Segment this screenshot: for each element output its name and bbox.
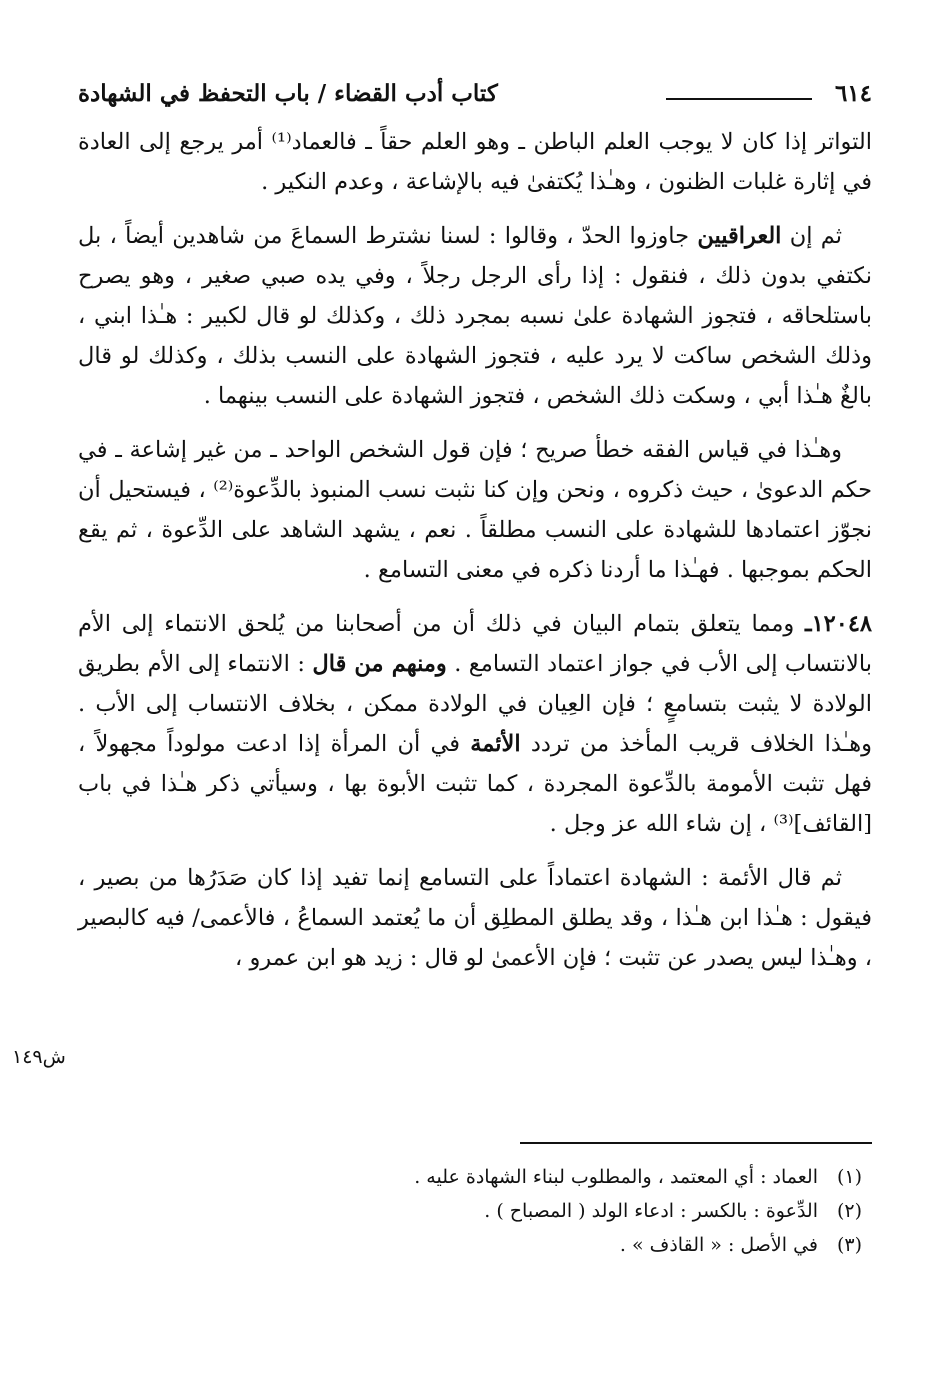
manuscript-folio-note: ش١٤٩	[12, 1046, 66, 1068]
footnotes	[78, 1160, 862, 1262]
footnote-item: (٢)الدِّعوة : بالكسر : ادعاء الولد ( المصباح ) .	[484, 1200, 862, 1222]
section-number: ١٢٠٤٨ـ	[804, 611, 872, 637]
footnote-item: (١)العماد : أي المعتمد ، والمطلوب لبناء الشهادة عليه .	[414, 1166, 862, 1188]
page-number: ٦١٤	[834, 80, 872, 107]
chapter-title: كتاب أدب القضاء / باب التحفظ في الشهادة	[78, 80, 498, 107]
footnote-item: (٣)في الأصل : « القاذف » .	[619, 1234, 862, 1256]
bold-phrase: ومنهم من قال	[312, 651, 447, 677]
bold-term-imams: الأئمة	[470, 731, 521, 757]
paragraph-2: ثم إن العراقيين جاوزوا الحدّ ، وقالوا : لسنا نشترط السماعَ من شاهدين أيضاً ، بل نكتفي بدون ذلك ، فنقول : إذا رأى الرجل رجلاً ، وفي يده صبي صغير ، وهو يصرح باستلحاقه ، فتجوز الشهادة علىٰ نسبه بمجرد ذلك ، وكذلك لو قال لكبير : هـٰذا ابني ، وذلك الشخص ساكت لا يرد عليه ، فتجوز الشهادة على النسب بذلك ، وكذلك لو قال بالغٌ هـٰذا أبي ، وسكت ذلك الشخص ، فتجوز الشهادة على النسب بينهما .	[78, 223, 872, 409]
footnote-divider	[520, 1142, 872, 1144]
main-text	[78, 122, 872, 992]
paragraph-5: ثم قال الأئمة : الشهادة اعتماداً على التسامع إنما تفيد إذا كان صَدَرُها من بصير ، فيقول : هـٰذا ابن هـٰذا ، وقد يطلق المطلِق أن ما يُعتمد السماعُ ، فالأعمى/ فيه كالبصير ، وهـٰذا ليس يصدر عن تثبت ؛ فإن الأعمىٰ لو قال : زيد هو ابن عمرو ،	[78, 865, 872, 971]
paragraph-4: ١٢٠٤٨ـ ومما يتعلق بتمام البيان في ذلك أن من أصحابنا من يُلحق الانتماء إلى الأم بالانتساب إلى الأب في جواز اعتماد التسامع . ومنهم من قال : الانتماء إلى الأم بطريق الولادة لا يثبت بتسامعٍ ؛ فإن العِيان في الولادة ممكن ، بخلاف الانتساب إلى الأب . وهـٰذا الخلاف قريب المأخذ من تردد الأئمة في أن المرأة إذا ادعت مولوداً مجهولاً ، فهل تثبت الأمومة بالدِّعوة المجردة ، كما تثبت الأبوة بها ، وسيأتي ذكر هـٰذا في باب [القائف]⁽³⁾ ، إن شاء الله عز وجل .	[78, 611, 872, 837]
running-header	[78, 78, 872, 116]
bold-term-iraqis: العراقيين	[697, 223, 782, 249]
header-rule	[666, 98, 812, 100]
paragraph-3: وهـٰذا في قياس الفقه خطأ صريح ؛ فإن قول الشخص الواحد ـ من غير إشاعة ـ في حكم الدعوىٰ ، حيث ذكروه ، ونحن وإن كنا نثبت نسب المنبوذ بالدِّعوة⁽²⁾ ، فيستحيل أن نجوّز اعتمادها للشهادة على النسب مطلقاً . نعم ، يشهد الشاهد على الدِّعوة ، ثم يقع الحكم بموجبها . فهـٰذا ما أردنا ذكره في معنى التسامع .	[78, 437, 873, 583]
paragraph-1: التواتر إذا كان لا يوجب العلم الباطن ـ وهو العلم حقاً ـ فالعماد⁽¹⁾ أمر يرجع إلى العادة في إثارة غلبات الظنون ، وهـٰذا يُكتفىٰ فيه بالإشاعة ، وعدم النكير .	[78, 129, 873, 195]
